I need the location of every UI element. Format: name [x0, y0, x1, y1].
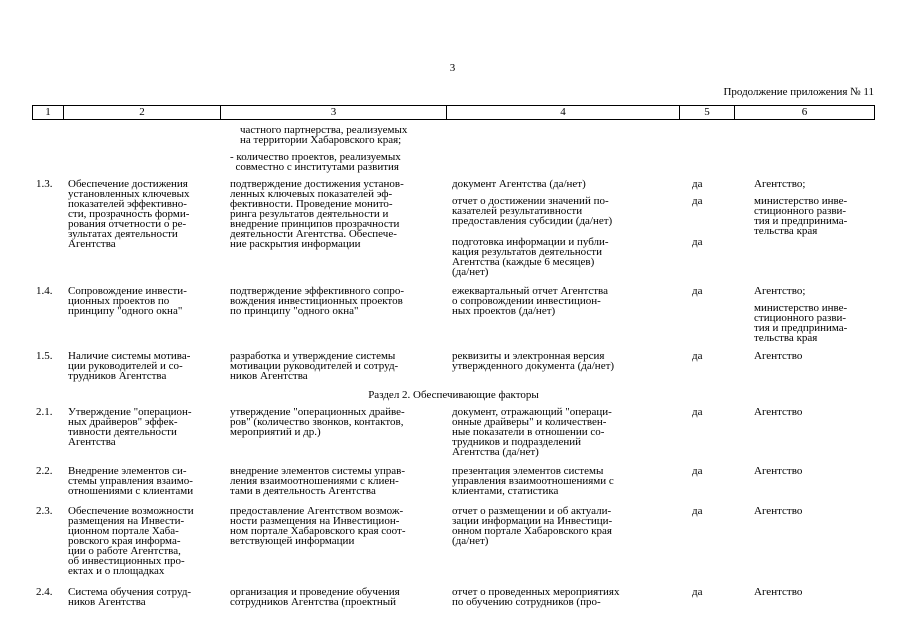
row-resp: Агентство	[754, 350, 803, 362]
row-resp: Агентство;	[754, 285, 806, 297]
row-name: Наличие системы мотива- ции руководителей и со- трудников Агентства	[68, 350, 191, 382]
header-col-6: 6	[801, 106, 808, 118]
row-doc: документ, отражающий "операци- онные драйверы" и количествен- ные показатели в отношении со- трудников и подразделений Агентства (да/нет)	[452, 406, 612, 458]
row-doc: презентация элементов системы управления взаимоотношениями с клиентами, статистика	[452, 465, 614, 497]
row-num: 2.3.	[36, 505, 53, 517]
row-mark: да	[692, 505, 703, 517]
row-doc: подготовка информации и публи- кация результатов деятельности Агентства (каждые 6 месяцев) (да/нет)	[452, 236, 609, 278]
row-indicator: подтверждение эффективного сопро- вождения инвестиционных проектов по принципу "одного окна"	[230, 285, 405, 317]
header-col-2: 2	[64, 106, 221, 119]
row-indicator: внедрение элементов системы управ- ления взаимоотношениями с клиен- тами в деятельность Агентства	[230, 465, 406, 497]
header-col-1: 1	[33, 106, 64, 119]
row-resp: Агентство	[754, 465, 803, 477]
row-num: 2.1.	[36, 406, 53, 418]
row-mark: да	[692, 586, 703, 598]
row-num: 1.3.	[36, 178, 53, 190]
row-name: Утверждение "операцион- ных драйверов" эффек- тивности деятельности Агентства	[68, 406, 192, 448]
row-name: Обеспечение достижения установленных ключевых показателей эффективно- сти, прозрачность форми- рования отчетности о ре- зультатах деятельности Агентства	[68, 178, 190, 250]
row-name: Система обучения сотруд- ников Агентства	[68, 586, 192, 608]
row-resp: министерство инве- стиционного разви- тия и предпринима- тельства края	[754, 302, 848, 344]
row-mark: да	[692, 195, 703, 207]
continuation-text-1: частного партнерства, реализуемых на территории Хабаровского края;	[240, 124, 408, 146]
row-mark: да	[692, 178, 703, 190]
row-doc: реквизиты и электронная версия утвержденного документа (да/нет)	[452, 350, 615, 372]
row-mark: да	[692, 285, 703, 297]
row-name: Обеспечение возможности размещения на Инвести- ционном портале Хаба- ровского края информа- ции о работе Агентства, об инвестиционных про- ектах и о площадках	[68, 505, 194, 577]
table-header	[32, 105, 875, 120]
row-indicator: утверждение "операционных драйве- ров" (количество звонков, контактов, мероприятий и др.)	[230, 406, 405, 438]
row-name: Сопровождение инвести- ционных проектов по принципу "одного окна"	[68, 285, 187, 317]
row-num: 2.4.	[36, 586, 53, 598]
row-mark: да	[692, 465, 703, 477]
continuation-text-2: - количество проектов, реализуемых совместно с институтами развития	[230, 151, 401, 173]
row-indicator: разработка и утверждение системы мотивации руководителей и сотруд- ников Агентства	[230, 350, 399, 382]
row-doc: отчет о проведенных мероприятиях по обучению сотрудников (про-	[452, 586, 620, 608]
row-indicator: организация и проведение обучения сотрудников Агентства (проектный	[230, 586, 400, 608]
page-number: 3	[449, 62, 456, 74]
row-doc: отчет о достижении значений по- казателей результативности предоставления субсидии (да/нет)	[452, 195, 613, 227]
row-mark: да	[692, 236, 703, 248]
row-num: 2.2.	[36, 465, 53, 477]
row-resp: Агентство	[754, 586, 803, 598]
continuation-label: Продолжение приложения № 11	[723, 86, 874, 98]
row-resp: Агентство	[754, 505, 803, 517]
row-resp: Агентство	[754, 406, 803, 418]
row-num: 1.5.	[36, 350, 53, 362]
row-resp: министерство инве- стиционного разви- тия и предпринима- тельства края	[754, 195, 848, 237]
row-indicator: предоставление Агентством возмож- ности размещения на Инвестицион- ном портале Хабаровского края соот- ветствующей информации	[230, 505, 406, 547]
row-mark: да	[692, 350, 703, 362]
row-doc: документ Агентства (да/нет)	[452, 178, 586, 190]
header-col-5: 5	[680, 106, 735, 119]
section-title: Раздел 2. Обеспечивающие факторы	[368, 389, 539, 401]
row-num: 1.4.	[36, 285, 53, 297]
header-col-3: 3	[221, 106, 447, 119]
header-col-4: 4	[447, 106, 680, 119]
row-name: Внедрение элементов си- стемы управления взаимо- отношениями с клиентами	[68, 465, 194, 497]
row-doc: отчет о размещении и об актуали- зации информации на Инвестици- онном портале Хабаровского края (да/нет)	[452, 505, 613, 547]
row-mark: да	[692, 406, 703, 418]
row-resp: Агентство;	[754, 178, 806, 190]
row-indicator: подтверждение достижения установ- ленных ключевых показателей эф- фективности. Проведение монито- ринга результатов деятельности и внедрение принципов прозрачности деятельности Агентства. Обеспече- ние раскрытия информации	[230, 178, 404, 250]
row-doc: ежеквартальный отчет Агентства о сопровождении инвестицион- ных проектов (да/нет)	[452, 285, 608, 317]
